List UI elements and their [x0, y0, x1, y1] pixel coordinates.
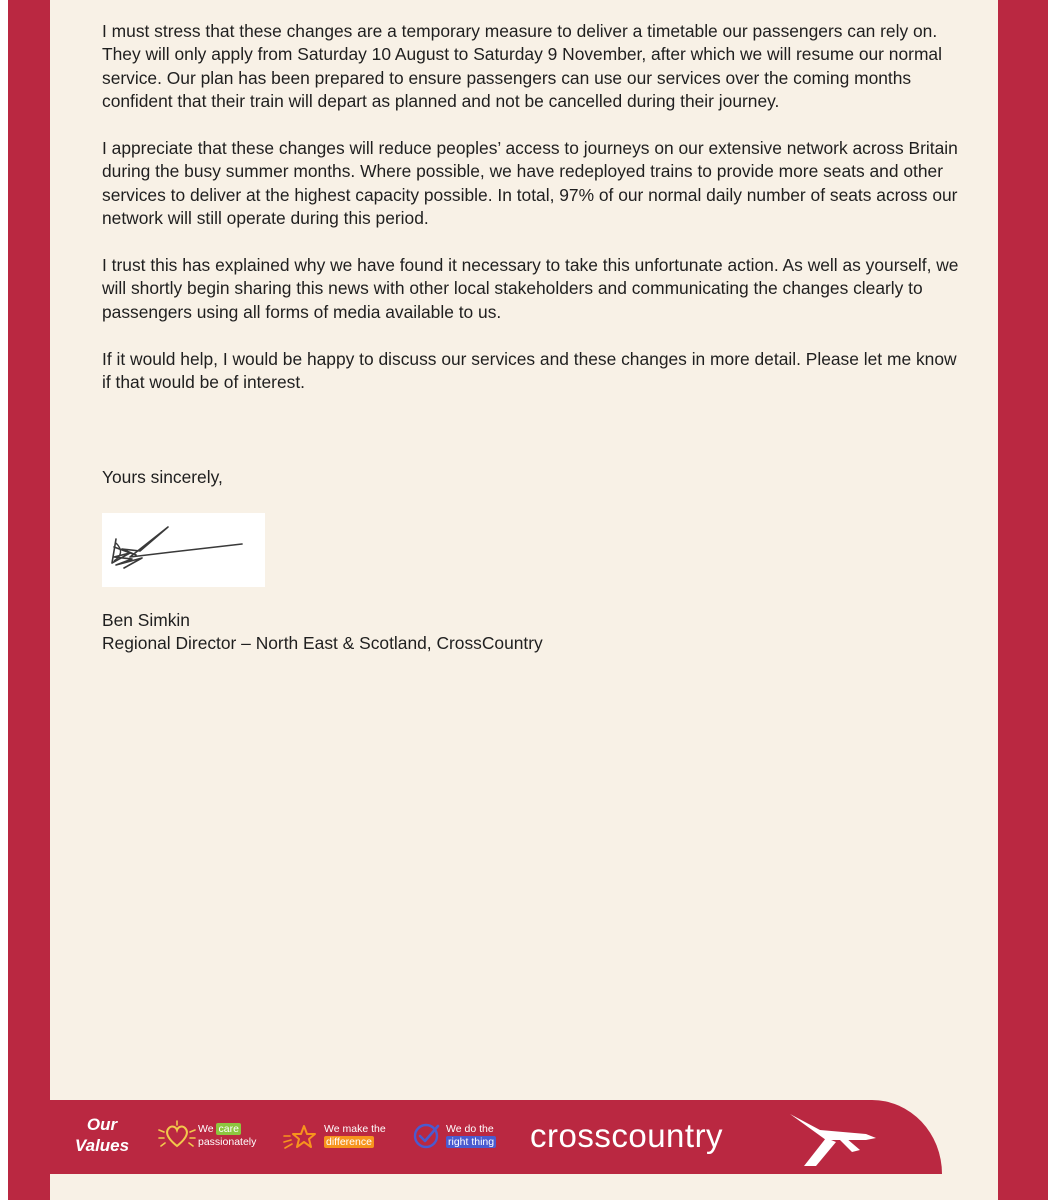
values-title-line1: Our [86, 1115, 118, 1134]
crosscountry-x-logo-icon [786, 1108, 878, 1168]
value-right-thing-line1: We do the [446, 1123, 494, 1135]
signatory-title: Regional Director – North East & Scotland, CrossCountry [102, 633, 543, 654]
letter-body [102, 20, 962, 418]
check-circle-icon [410, 1120, 444, 1152]
paragraph-explanation: I trust this has explained why we have found it necessary to take this unfortunate action. As well as yourself, we will shortly begin sharing this news with other local stakeholders and communicating the changes clearly to passengers using all forms of media available to us. [102, 255, 959, 322]
value-care-highlight: care [218, 1123, 239, 1135]
value-right-thing-text [446, 1123, 496, 1149]
values-title-line2: Values [74, 1136, 130, 1155]
signature-icon [102, 513, 265, 587]
value-care-prefix: We [198, 1123, 217, 1135]
signatory-block [102, 609, 543, 656]
paragraph-reduced-access: I appreciate that these changes will reduce peoples’ access to journeys on our extensive network across Britain during the busy summer months. Where possible, we have redeployed trains to provide more seats and other services to deliver at the highest capacity possible. In total, 97% of our normal daily number of seats across our network will still operate during this period. [102, 138, 958, 229]
our-values-title [62, 1114, 142, 1156]
heart-icon [155, 1120, 199, 1152]
signatory-name: Ben Simkin [102, 610, 190, 630]
value-difference-text [324, 1123, 386, 1149]
value-right-thing-highlight: right thing [448, 1136, 495, 1148]
signature-image [102, 513, 265, 587]
signoff: Yours sincerely, [102, 467, 223, 487]
star-icon [282, 1120, 320, 1152]
paragraph-temporary-measure: I must stress that these changes are a temporary measure to deliver a timetable our passengers can rely on. They will only apply from Saturday 10 August to Saturday 9 November, after which we will resume our normal service. Our plan has been prepared to ensure passengers can use our services over the coming months confident that their train will depart as planned and not be cancelled during their journey. [102, 21, 942, 112]
crosscountry-wordmark: crosscountry [530, 1117, 724, 1154]
value-difference-highlight: difference [326, 1136, 372, 1148]
paragraph-offer-discussion: If it would help, I would be happy to discuss our services and these changes in more detail. Please let me know if that would be of interest. [102, 348, 957, 393]
value-care-text [198, 1123, 256, 1149]
value-difference-line1: We make the [324, 1123, 386, 1135]
value-care-line2: passionately [198, 1136, 257, 1148]
